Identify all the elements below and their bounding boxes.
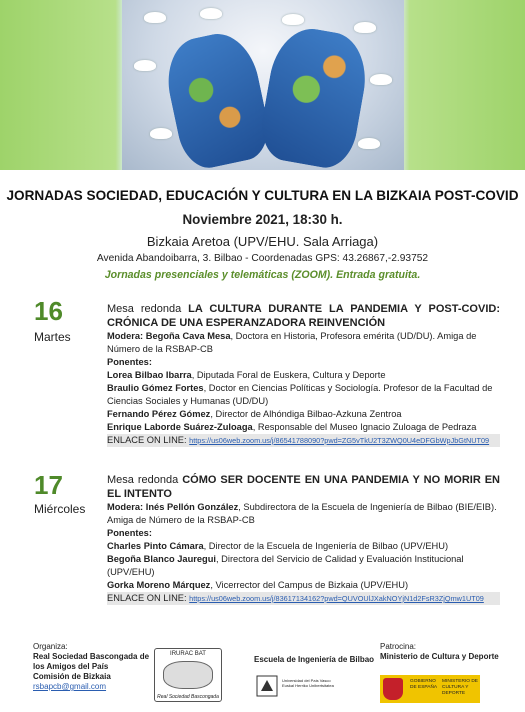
page-title: JORNADAS SOCIEDAD, EDUCACIÓN Y CULTURA EN LA BIZKAIA POST-COVID: [6, 188, 519, 203]
event-details: [107, 473, 500, 605]
header-banner: [0, 0, 525, 170]
attendance-mode: Jornadas presenciales y telemáticas (ZOOM). Entrada gratuita.: [104, 269, 421, 281]
speaker: Charles Pinto Cámara, Director de la Escuela de Ingeniería de Bilbao (UPV/EHU): [107, 541, 449, 551]
ehu-logo-icon: [256, 675, 278, 697]
zoom-link[interactable]: https://us06web.zoom.us/j/83617134162?pwd=QUVOUlJXakNOYjN1d2FsR3ZjQmw1UT09: [189, 594, 484, 603]
hands-globe-image: [122, 0, 404, 170]
venue: Bizkaia Aretoa (UPV/EHU. Sala Arriaga): [146, 234, 379, 249]
email-link[interactable]: rsbapcb@gmail.com: [33, 682, 107, 691]
left-hand-globe: [159, 27, 274, 170]
dove-icon: [150, 128, 172, 139]
rsbap-seal-logo: IRURAC BAT Real Sociedad Bascongada: [154, 648, 222, 702]
ehu-text: Universidad del País Vasco Euskal Herriko Unibertsitatea: [282, 678, 334, 688]
day-number: 17: [34, 470, 63, 500]
speakers-label: Ponentes:: [107, 357, 152, 367]
dove-icon: [370, 74, 392, 85]
speaker: Gorka Moreno Márquez, Vicerrector del Campus de Bizkaia (UPV/EHU): [107, 580, 409, 590]
speaker: Lorea Bilbao Ibarra, Diputada Foral de Euskera, Cultura y Deporte: [107, 370, 386, 380]
event-heading: Mesa redonda LA CULTURA DURANTE LA PANDEMIA Y POST-COVID: CRÓNICA DE UNA ESPERANZADORA REINVENCIÓN: [107, 303, 500, 329]
organizer-block: Organiza: Real Sociedad Bascongada de los Amigos del País Comisión de Bizkaia rsbapcb@gmail.com: [33, 642, 150, 691]
speaker: Braulio Gómez Fortes, Doctor en Ciencias Políticas y Sociología. Profesor de la Facultad de Ciencias Sociales y Humanas (UD/DU): [107, 383, 493, 406]
online-link-row: [107, 434, 500, 447]
online-link-row: [107, 592, 500, 605]
right-hand-globe: [256, 23, 373, 170]
gobierno-logo: GOBIERNO DE ESPAÑA MINISTERIO DE CULTURA Y DEPORTE: [380, 675, 480, 703]
moderator: Modera: Inés Pellón González, Subdirectora de la Escuela de Ingeniería de Bilbao (BIE/EIB). Amiga de Número de la RSBAP-CB: [107, 502, 497, 525]
day-name: Martes: [34, 330, 71, 344]
dove-icon: [282, 14, 304, 25]
day-name: Miércoles: [34, 502, 86, 516]
coat-of-arms-icon: [383, 678, 403, 700]
dove-icon: [358, 138, 380, 149]
event-date: Noviembre 2021, 18:30 h.: [182, 212, 343, 227]
speaker: Fernando Pérez Gómez, Director de Alhóndiga Bilbao-Azkuna Zentroa: [107, 409, 402, 419]
dove-icon: [144, 12, 166, 23]
speaker: Begoña Blanco Jauregui, Directora del Servicio de Calidad y Evaluación Institucional (UPV/EHU): [107, 554, 464, 577]
moderator: Modera: Begoña Cava Mesa, Doctora en Historia, Profesora emérita (UD/DU). Amiga de Número de la RSBAP-CB: [107, 331, 477, 354]
speakers-label: Ponentes:: [107, 528, 152, 538]
dove-icon: [354, 22, 376, 33]
online-link-label: ENLACE ON LINE:: [107, 435, 187, 445]
dove-icon: [134, 60, 156, 71]
school-name: Escuela de Ingeniería de Bilbao: [254, 655, 375, 664]
day-number: 16: [34, 296, 63, 326]
dove-icon: [200, 8, 222, 19]
online-link-label: ENLACE ON LINE:: [107, 593, 187, 603]
zoom-link[interactable]: https://us06web.zoom.us/j/86541788090?pwd=ZG5vTkU2T3ZWQ0U4eDFGbWpJbGtNUT09: [189, 436, 490, 445]
speaker: Enrique Laborde Suárez-Zuloaga, Responsable del Museo Ignacio Zuloaga de Pedraza: [107, 422, 477, 432]
event-details: [107, 302, 500, 447]
address: Avenida Abandoibarra, 3. Bilbao - Coordenadas GPS: 43.26867,-2.93752: [96, 253, 429, 264]
sponsor-block: Patrocina: Ministerio de Cultura y Deporte: [380, 642, 499, 661]
event-heading: Mesa redonda CÓMO SER DOCENTE EN UNA PANDEMIA Y NO MORIR EN EL INTENTO: [107, 474, 501, 500]
